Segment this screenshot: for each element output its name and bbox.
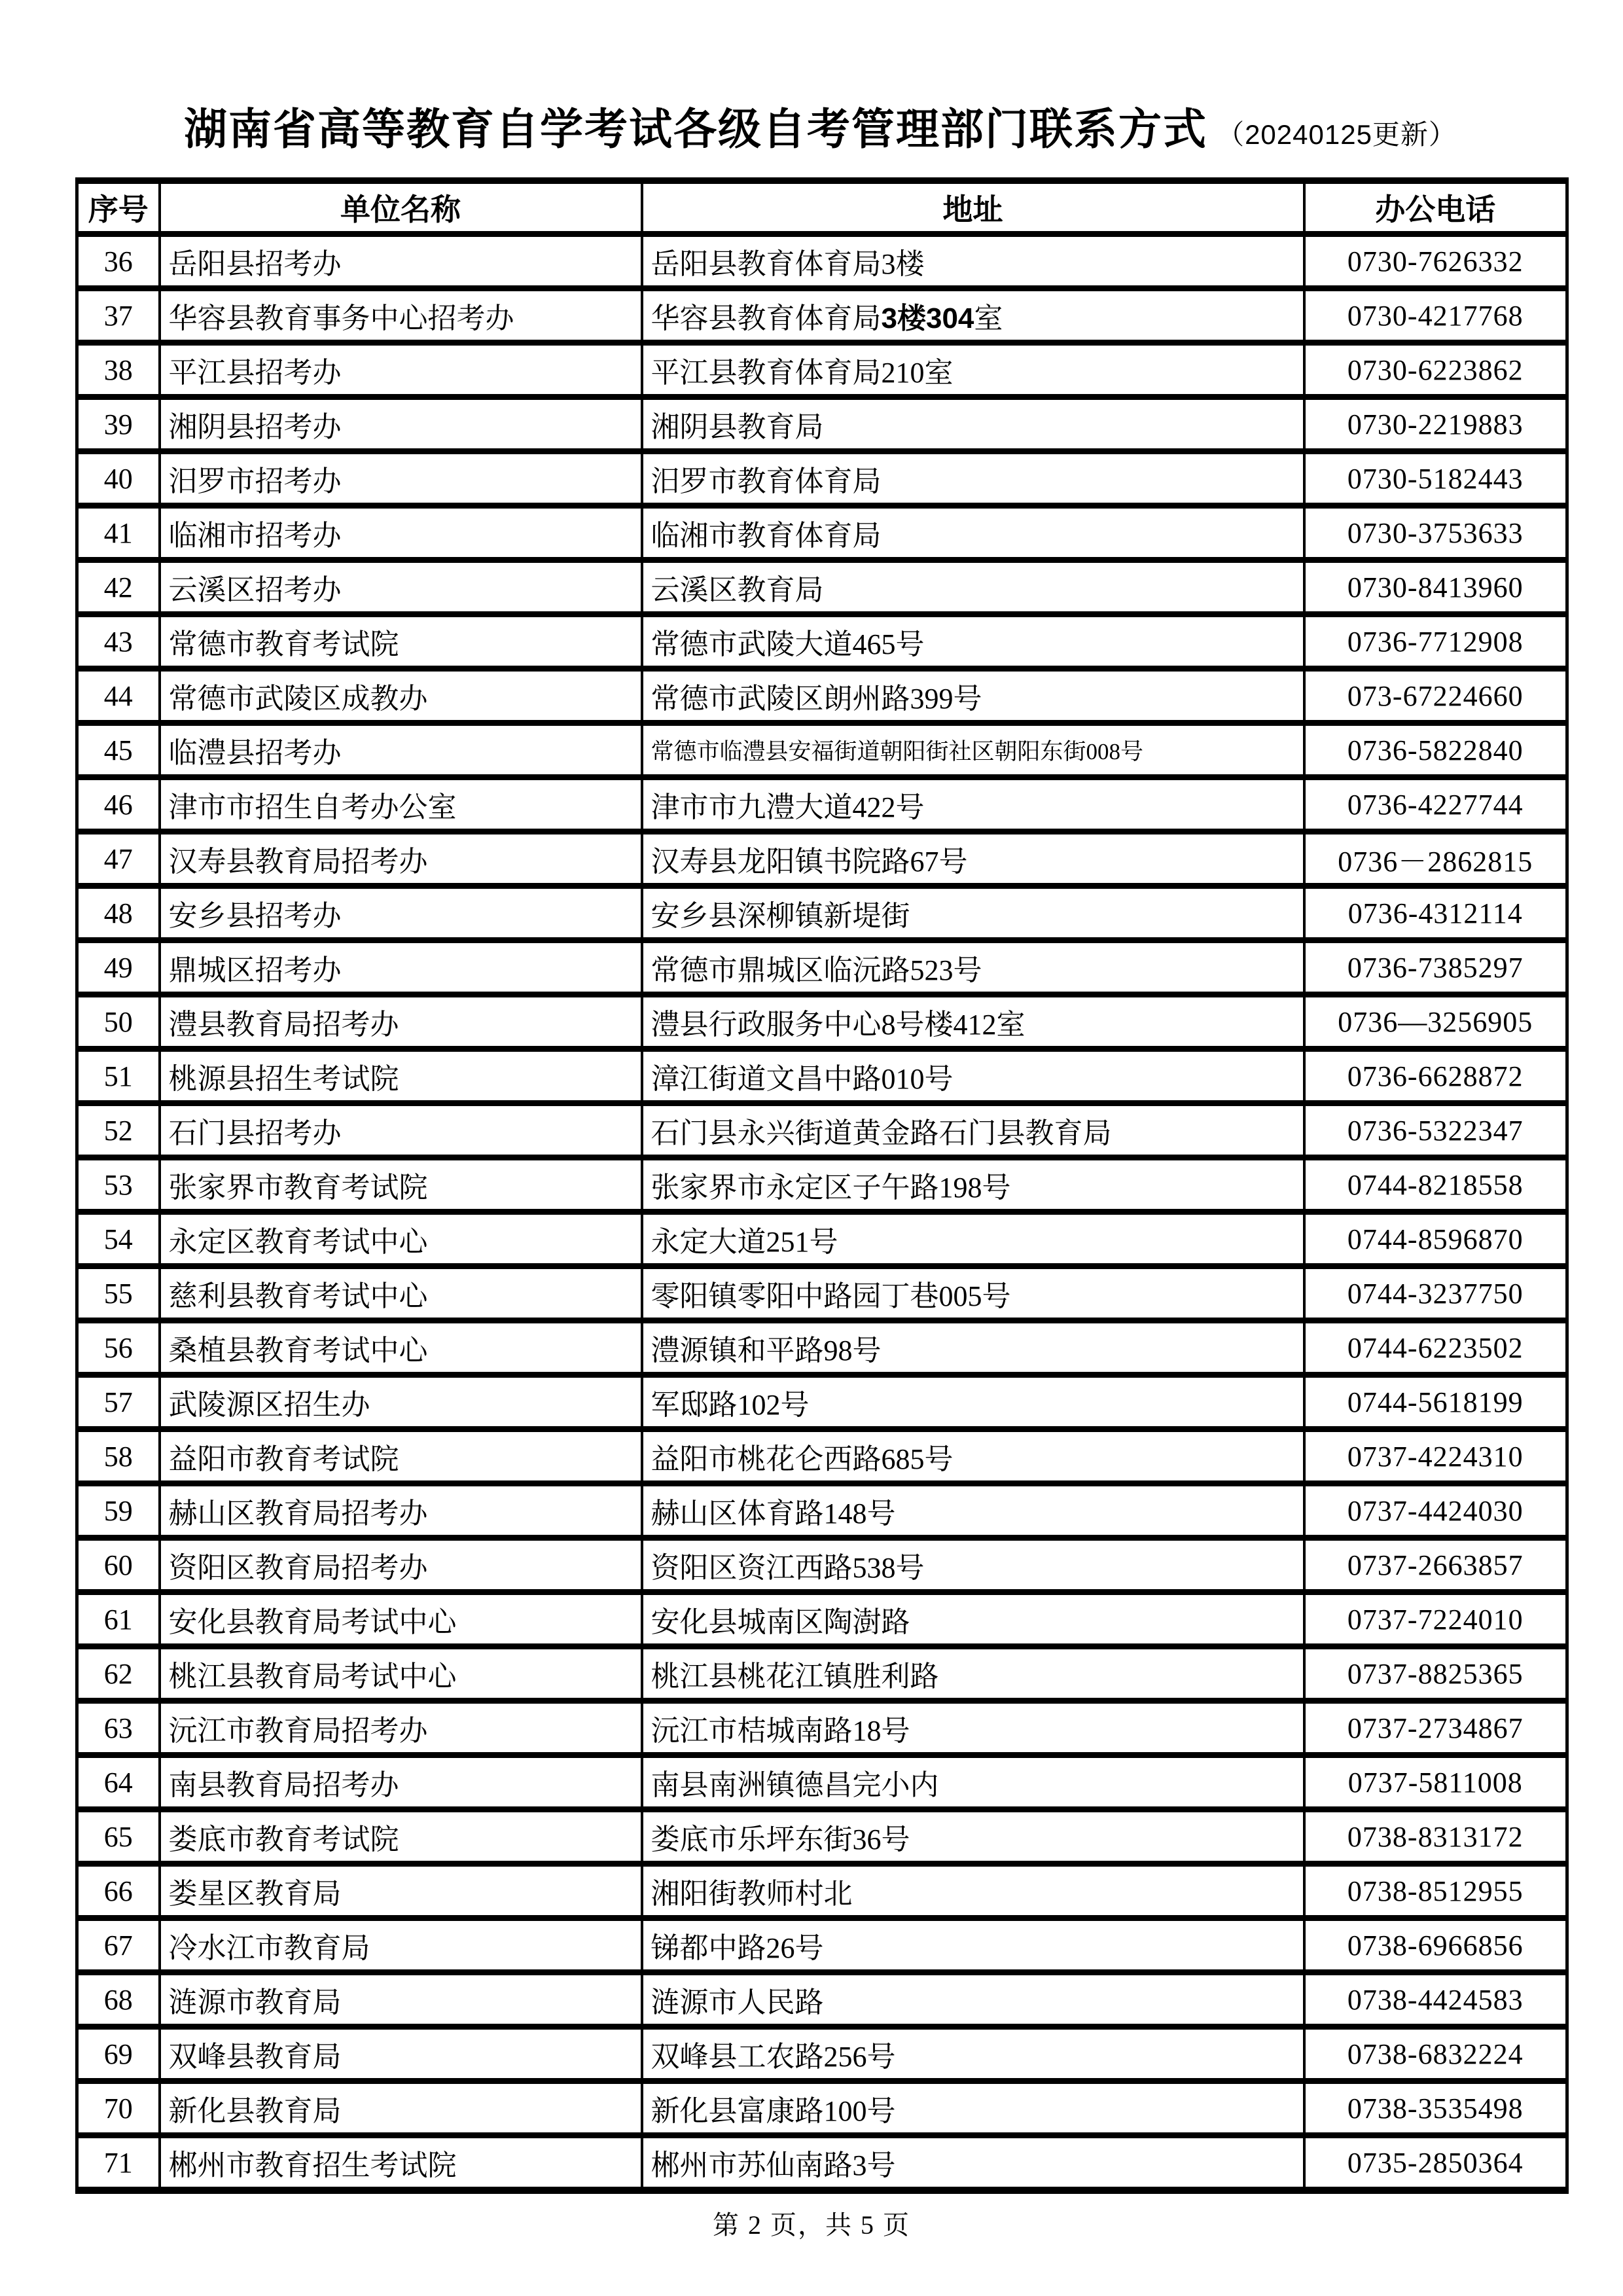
cell-address: 常德市鼎城区临沅路523号 <box>642 941 1304 995</box>
cell-address: 张家界市永定区子午路198号 <box>642 1158 1304 1212</box>
cell-serial: 57 <box>77 1375 160 1429</box>
cell-serial: 60 <box>77 1538 160 1592</box>
cell-address: 益阳市桃花仑西路685号 <box>642 1429 1304 1484</box>
cell-unit-name: 安乡县招考办 <box>160 886 642 941</box>
cell-phone: 0730-3753633 <box>1304 506 1567 560</box>
cell-serial: 44 <box>77 669 160 723</box>
cell-address: 双峰县工农路256号 <box>642 2027 1304 2081</box>
cell-serial: 39 <box>77 397 160 452</box>
cell-address: 平江县教育体育局210室 <box>642 343 1304 397</box>
table-row <box>77 1538 1567 1592</box>
cell-phone: 0736-7712908 <box>1304 615 1567 669</box>
cell-unit-name: 娄底市教育考试院 <box>160 1810 642 1864</box>
table-row <box>77 1973 1567 2027</box>
cell-phone: 0738-6832224 <box>1304 2027 1567 2081</box>
cell-phone: 0736-7385297 <box>1304 941 1567 995</box>
cell-phone: 0737-2663857 <box>1304 1538 1567 1592</box>
table-body <box>77 234 1567 2191</box>
cell-phone: 0736-4312114 <box>1304 886 1567 941</box>
cell-phone: 0736－2862815 <box>1304 832 1567 886</box>
cell-phone: 0736-5822840 <box>1304 723 1567 778</box>
cell-phone: 0737-5811008 <box>1304 1755 1567 1810</box>
table-row <box>77 1484 1567 1538</box>
table-row <box>77 1429 1567 1484</box>
cell-address: 沅江市桔城南路18号 <box>642 1701 1304 1755</box>
cell-address: 郴州市苏仙南路3号 <box>642 2136 1304 2191</box>
table-row <box>77 723 1567 778</box>
cell-unit-name: 双峰县教育局 <box>160 2027 642 2081</box>
table-row <box>77 1810 1567 1864</box>
cell-address: 湘阴县教育局 <box>642 397 1304 452</box>
cell-phone: 0736-5322347 <box>1304 1103 1567 1158</box>
cell-serial: 48 <box>77 886 160 941</box>
table-row <box>77 452 1567 506</box>
cell-unit-name: 涟源市教育局 <box>160 1973 642 2027</box>
cell-serial: 69 <box>77 2027 160 2081</box>
cell-serial: 64 <box>77 1755 160 1810</box>
cell-address: 石门县永兴街道黄金路石门县教育局 <box>642 1103 1304 1158</box>
cell-address: 南县南洲镇德昌完小内 <box>642 1755 1304 1810</box>
cell-unit-name: 新化县教育局 <box>160 2081 642 2136</box>
cell-serial: 45 <box>77 723 160 778</box>
table-row <box>77 397 1567 452</box>
cell-address: 零阳镇零阳中路园丁巷005号 <box>642 1266 1304 1321</box>
table-row <box>77 289 1567 343</box>
cell-phone: 0738-8313172 <box>1304 1810 1567 1864</box>
cell-address: 安化县城南区陶澍路 <box>642 1592 1304 1647</box>
cell-phone: 0737-4424030 <box>1304 1484 1567 1538</box>
cell-phone: 0744-6223502 <box>1304 1321 1567 1375</box>
table-row <box>77 669 1567 723</box>
table-row <box>77 234 1567 289</box>
cell-serial: 49 <box>77 941 160 995</box>
table-row <box>77 1755 1567 1810</box>
cell-serial: 38 <box>77 343 160 397</box>
cell-unit-name: 安化县教育局考试中心 <box>160 1592 642 1647</box>
table-row <box>77 832 1567 886</box>
cell-serial: 50 <box>77 995 160 1049</box>
cell-unit-name: 益阳市教育考试院 <box>160 1429 642 1484</box>
cell-serial: 55 <box>77 1266 160 1321</box>
cell-serial: 71 <box>77 2136 160 2191</box>
table-row <box>77 1158 1567 1212</box>
cell-address: 永定大道251号 <box>642 1212 1304 1266</box>
cell-address: 赫山区体育路148号 <box>642 1484 1304 1538</box>
cell-address: 漳江街道文昌中路010号 <box>642 1049 1304 1103</box>
cell-phone: 0736-4227744 <box>1304 778 1567 832</box>
cell-address: 澧县行政服务中心8号楼412室 <box>642 995 1304 1049</box>
cell-phone: 0730-8413960 <box>1304 560 1567 615</box>
cell-phone: 0730-4217768 <box>1304 289 1567 343</box>
cell-address: 新化县富康路100号 <box>642 2081 1304 2136</box>
page-footer: 第 2 页，共 5 页 <box>713 2210 910 2240</box>
cell-unit-name: 郴州市教育招生考试院 <box>160 2136 642 2191</box>
cell-serial: 58 <box>77 1429 160 1484</box>
header-address: 地址 <box>642 181 1304 234</box>
cell-phone: 0730-7626332 <box>1304 234 1567 289</box>
cell-unit-name: 津市市招生自考办公室 <box>160 778 642 832</box>
cell-address: 汉寿县龙阳镇书院路67号 <box>642 832 1304 886</box>
cell-serial: 36 <box>77 234 160 289</box>
cell-unit-name: 慈利县教育考试中心 <box>160 1266 642 1321</box>
table-row <box>77 1375 1567 1429</box>
table-row <box>77 995 1567 1049</box>
cell-unit-name: 常德市武陵区成教办 <box>160 669 642 723</box>
cell-unit-name: 岳阳县招考办 <box>160 234 642 289</box>
cell-address: 锑都中路26号 <box>642 1918 1304 1973</box>
cell-unit-name: 南县教育局招考办 <box>160 1755 642 1810</box>
cell-unit-name: 常德市教育考试院 <box>160 615 642 669</box>
cell-address: 常德市武陵区朗州路399号 <box>642 669 1304 723</box>
cell-phone: 0736-6628872 <box>1304 1049 1567 1103</box>
cell-phone: 0730-5182443 <box>1304 452 1567 506</box>
cell-phone: 0737-4224310 <box>1304 1429 1567 1484</box>
cell-phone: 0737-7224010 <box>1304 1592 1567 1647</box>
cell-address: 常德市临澧县安福街道朝阳街社区朝阳东街008号 <box>642 723 1304 778</box>
cell-serial: 54 <box>77 1212 160 1266</box>
cell-unit-name: 冷水江市教育局 <box>160 1918 642 1973</box>
cell-unit-name: 石门县招考办 <box>160 1103 642 1158</box>
cell-phone: 0735-2850364 <box>1304 2136 1567 2191</box>
cell-phone: 0744-3237750 <box>1304 1266 1567 1321</box>
cell-unit-name: 桃源县招生考试院 <box>160 1049 642 1103</box>
cell-address: 常德市武陵大道465号 <box>642 615 1304 669</box>
cell-unit-name: 汉寿县教育局招考办 <box>160 832 642 886</box>
cell-unit-name: 沅江市教育局招考办 <box>160 1701 642 1755</box>
cell-phone: 0738-8512955 <box>1304 1864 1567 1918</box>
cell-address: 安乡县深柳镇新堤街 <box>642 886 1304 941</box>
title-update-date: （20240125更新） <box>1217 119 1457 150</box>
cell-unit-name: 汨罗市招考办 <box>160 452 642 506</box>
cell-unit-name: 赫山区教育局招考办 <box>160 1484 642 1538</box>
cell-serial: 59 <box>77 1484 160 1538</box>
cell-serial: 56 <box>77 1321 160 1375</box>
cell-unit-name: 临湘市招考办 <box>160 506 642 560</box>
header-phone: 办公电话 <box>1304 181 1567 234</box>
page-header <box>75 0 1565 155</box>
cell-unit-name: 武陵源区招生办 <box>160 1375 642 1429</box>
cell-phone: 0738-4424583 <box>1304 1973 1567 2027</box>
table-row <box>77 1647 1567 1701</box>
address-bold-segment: 3楼304 <box>881 302 974 335</box>
table-header-row <box>77 181 1567 234</box>
cell-address: 华容县教育体育局3楼304室 <box>642 289 1304 343</box>
cell-serial: 51 <box>77 1049 160 1103</box>
cell-serial: 41 <box>77 506 160 560</box>
cell-unit-name: 云溪区招考办 <box>160 560 642 615</box>
table-row <box>77 343 1567 397</box>
table-row <box>77 1049 1567 1103</box>
cell-unit-name: 桃江县教育局考试中心 <box>160 1647 642 1701</box>
page-title: 湖南省高等教育自学考试各级自考管理部门联系方式 <box>184 105 1208 153</box>
cell-address: 岳阳县教育体育局3楼 <box>642 234 1304 289</box>
cell-phone: 0744-8596870 <box>1304 1212 1567 1266</box>
cell-address: 桃江县桃花江镇胜利路 <box>642 1647 1304 1701</box>
table-row <box>77 941 1567 995</box>
cell-phone: 0744-5618199 <box>1304 1375 1567 1429</box>
cell-serial: 67 <box>77 1918 160 1973</box>
table-row <box>77 1918 1567 1973</box>
table-row <box>77 2136 1567 2191</box>
table-row <box>77 1266 1567 1321</box>
cell-unit-name: 娄星区教育局 <box>160 1864 642 1918</box>
cell-address: 湘阳街教师村北 <box>642 1864 1304 1918</box>
cell-serial: 68 <box>77 1973 160 2027</box>
table-row <box>77 778 1567 832</box>
cell-unit-name: 华容县教育事务中心招考办 <box>160 289 642 343</box>
cell-unit-name: 永定区教育考试中心 <box>160 1212 642 1266</box>
cell-phone: 0730-2219883 <box>1304 397 1567 452</box>
cell-unit-name: 平江县招考办 <box>160 343 642 397</box>
cell-phone: 0737-8825365 <box>1304 1647 1567 1701</box>
cell-serial: 61 <box>77 1592 160 1647</box>
table-row <box>77 2027 1567 2081</box>
table-row <box>77 560 1567 615</box>
table-row <box>77 1321 1567 1375</box>
table-row <box>77 886 1567 941</box>
cell-serial: 40 <box>77 452 160 506</box>
header-serial: 序号 <box>77 181 160 234</box>
cell-phone: 0738-6966856 <box>1304 1918 1567 1973</box>
cell-unit-name: 资阳区教育局招考办 <box>160 1538 642 1592</box>
cell-phone: 0744-8218558 <box>1304 1158 1567 1212</box>
table-row <box>77 506 1567 560</box>
table-row <box>77 1592 1567 1647</box>
cell-phone: 0737-2734867 <box>1304 1701 1567 1755</box>
table-row <box>77 1864 1567 1918</box>
cell-address: 涟源市人民路 <box>642 1973 1304 2027</box>
cell-phone: 0730-6223862 <box>1304 343 1567 397</box>
table-row <box>77 615 1567 669</box>
cell-address: 澧源镇和平路98号 <box>642 1321 1304 1375</box>
cell-address: 汨罗市教育体育局 <box>642 452 1304 506</box>
cell-serial: 65 <box>77 1810 160 1864</box>
cell-unit-name: 湘阴县招考办 <box>160 397 642 452</box>
cell-address: 军邸路102号 <box>642 1375 1304 1429</box>
cell-address: 资阳区资江西路538号 <box>642 1538 1304 1592</box>
cell-serial: 46 <box>77 778 160 832</box>
cell-unit-name: 张家界市教育考试院 <box>160 1158 642 1212</box>
cell-serial: 42 <box>77 560 160 615</box>
cell-phone: 073-67224660 <box>1304 669 1567 723</box>
cell-address: 津市市九澧大道422号 <box>642 778 1304 832</box>
cell-unit-name: 鼎城区招考办 <box>160 941 642 995</box>
cell-phone: 0736—3256905 <box>1304 995 1567 1049</box>
cell-serial: 52 <box>77 1103 160 1158</box>
cell-serial: 37 <box>77 289 160 343</box>
cell-serial: 62 <box>77 1647 160 1701</box>
cell-serial: 43 <box>77 615 160 669</box>
cell-unit-name: 桑植县教育考试中心 <box>160 1321 642 1375</box>
cell-serial: 63 <box>77 1701 160 1755</box>
cell-serial: 66 <box>77 1864 160 1918</box>
cell-address: 娄底市乐坪东街36号 <box>642 1810 1304 1864</box>
cell-address: 云溪区教育局 <box>642 560 1304 615</box>
cell-unit-name: 临澧县招考办 <box>160 723 642 778</box>
cell-address: 临湘市教育体育局 <box>642 506 1304 560</box>
table-row <box>77 2081 1567 2136</box>
cell-phone: 0738-3535498 <box>1304 2081 1567 2136</box>
cell-unit-name: 澧县教育局招考办 <box>160 995 642 1049</box>
cell-serial: 70 <box>77 2081 160 2136</box>
cell-serial: 47 <box>77 832 160 886</box>
header-unit-name: 单位名称 <box>160 181 642 234</box>
table-row <box>77 1103 1567 1158</box>
cell-serial: 53 <box>77 1158 160 1212</box>
contacts-table <box>75 177 1569 2194</box>
table-row <box>77 1701 1567 1755</box>
table-row <box>77 1212 1567 1266</box>
